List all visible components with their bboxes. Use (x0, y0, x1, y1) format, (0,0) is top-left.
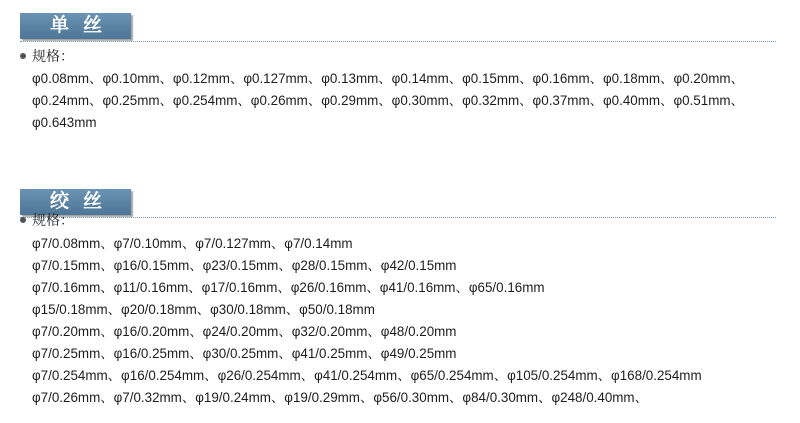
spec-line: φ7/0.15mm、φ16/0.15mm、φ23/0.15mm、φ28/0.15mm、φ42/0.15mm (32, 258, 457, 273)
spec-line: φ7/0.20mm、φ16/0.20mm、φ24/0.20mm、φ32/0.20mm、φ48/0.20mm (32, 324, 457, 339)
spec-label: 规格： (32, 212, 74, 228)
spec-line: φ7/0.26mm、φ7/0.32mm、φ19/0.24mm、φ19/0.29mm、φ56/0.30mm、φ84/0.30mm、φ248/0.40mm、 (32, 390, 648, 405)
spec-line: φ7/0.25mm、φ16/0.25mm、φ30/0.25mm、φ41/0.25mm、φ49/0.25mm (32, 346, 457, 361)
section-divider (20, 217, 776, 218)
bullet-icon (20, 217, 26, 223)
section-title-bar (20, 13, 131, 39)
section-stranded-wire (0, 176, 800, 405)
spec-label: 规格： (32, 48, 74, 64)
section-title: 单丝 (50, 15, 117, 36)
section-title: 绞丝 (50, 191, 117, 212)
spec-label-row (20, 46, 74, 66)
section-single-wire (0, 0, 800, 130)
spec-line: φ0.24mm、φ0.25mm、φ0.254mm、φ0.26mm、φ0.29mm、φ0.30mm、φ0.32mm、φ0.37mm、φ0.40mm、φ0.51mm、 (32, 93, 744, 108)
spec-label-row (20, 210, 74, 230)
spec-list (32, 68, 744, 134)
spec-line: φ7/0.254mm、φ16/0.254mm、φ26/0.254mm、φ41/0.254mm、φ65/0.254mm、φ105/0.254mm、φ168/0.254mm (32, 368, 702, 383)
spec-list (32, 233, 702, 409)
spec-line: φ7/0.08mm、φ7/0.10mm、φ7/0.127mm、φ7/0.14mm (32, 236, 353, 251)
spec-line: φ0.08mm、φ0.10mm、φ0.12mm、φ0.127mm、φ0.13mm、φ0.14mm、φ0.15mm、φ0.16mm、φ0.18mm、φ0.20mm、 (32, 71, 744, 86)
spec-line: φ0.643mm (32, 115, 97, 130)
section-header (0, 0, 800, 46)
section-divider (20, 41, 776, 42)
spec-line: φ15/0.18mm、φ20/0.18mm、φ30/0.18mm、φ50/0.18mm (32, 302, 375, 317)
section-header (0, 176, 800, 222)
bullet-icon (20, 53, 26, 59)
spec-line: φ7/0.16mm、φ11/0.16mm、φ17/0.16mm、φ26/0.16mm、φ41/0.16mm、φ65/0.16mm (32, 280, 545, 295)
